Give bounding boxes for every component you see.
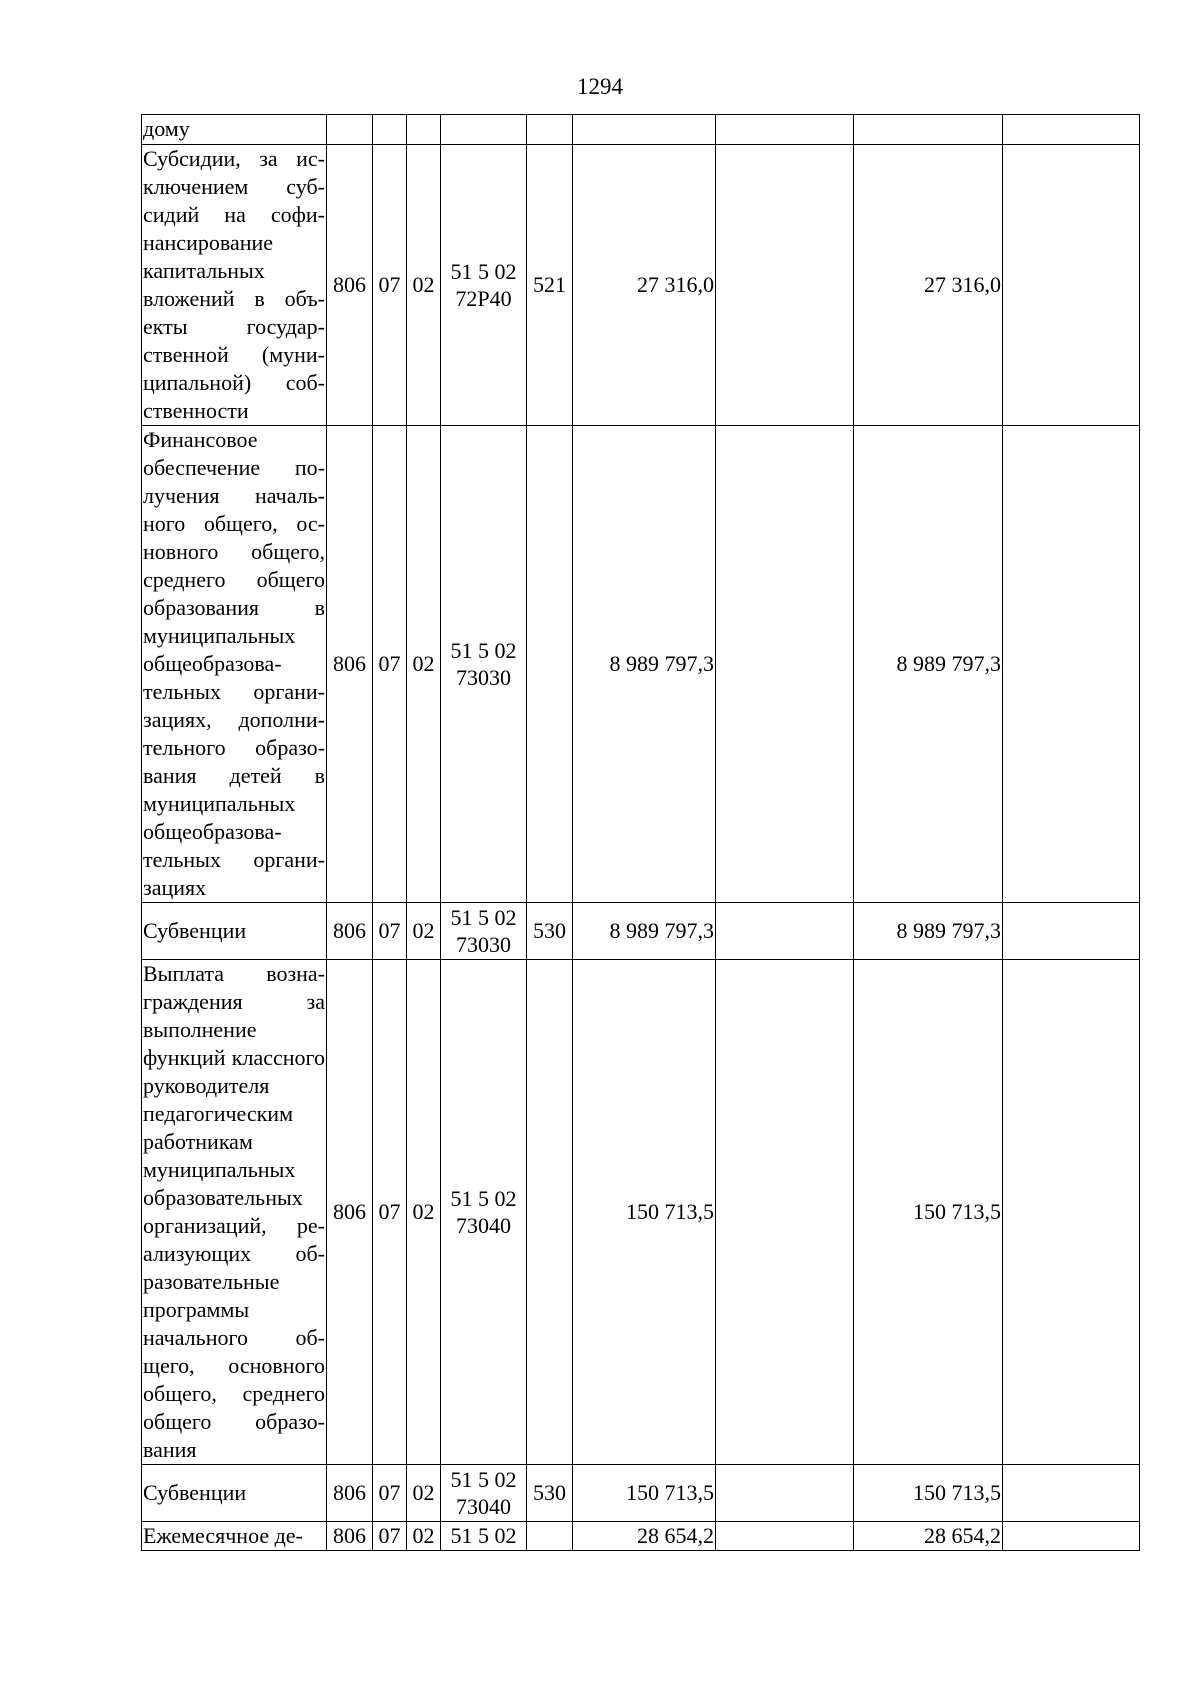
amount: 28 654,2	[573, 1522, 716, 1551]
section-code	[373, 115, 407, 145]
amount-col-3: 27 316,0	[854, 145, 1003, 426]
amount: 8 989 797,3	[573, 903, 716, 960]
amount-col-3: 8 989 797,3	[854, 426, 1003, 903]
amount-col-2	[716, 115, 854, 145]
row-name: Ежемесячное де-	[142, 1522, 327, 1551]
target-article-code: 51 5 02 73030	[441, 426, 527, 903]
row-name: Субвенции	[142, 1465, 327, 1522]
subsection-code: 02	[407, 960, 441, 1465]
page-number: 1294	[577, 74, 623, 99]
target-article-code: 51 5 02 73030	[441, 903, 527, 960]
subsection-code: 02	[407, 426, 441, 903]
row-name: Субвенции	[142, 903, 327, 960]
amount-col-2	[716, 1465, 854, 1522]
amount-col-3: 150 713,5	[854, 960, 1003, 1465]
amount-col-4	[1003, 1522, 1140, 1551]
amount-col-4	[1003, 903, 1140, 960]
amount-col-3	[854, 115, 1003, 145]
amount-col-2	[716, 960, 854, 1465]
row-name: Субсидии, за исключением субсидий на софинансирование капитальных вложений в объекты государственной (муниципальной) собственности	[142, 145, 327, 426]
target-article-code: 51 5 02 72Р40	[441, 145, 527, 426]
amount-col-2	[716, 145, 854, 426]
amount	[573, 115, 716, 145]
expense-kind-code: 521	[527, 145, 573, 426]
row-name: Выплата вознаграждения за выполнение функций классного руководителя педагогическим работникам муниципальных образовательных организаций, реализующих образовательные программы начального общего, основного общего, среднего общего образования	[142, 960, 327, 1465]
amount-col-4	[1003, 145, 1140, 426]
expense-kind-code: 530	[527, 903, 573, 960]
amount-col-4	[1003, 426, 1140, 903]
ministry-code	[327, 115, 373, 145]
ministry-code: 806	[327, 145, 373, 426]
target-article-code: 51 5 02	[441, 1522, 527, 1551]
amount: 150 713,5	[573, 960, 716, 1465]
ministry-code: 806	[327, 1522, 373, 1551]
ministry-code: 806	[327, 903, 373, 960]
section-code: 07	[373, 960, 407, 1465]
section-code: 07	[373, 1465, 407, 1522]
ministry-code: 806	[327, 426, 373, 903]
section-code: 07	[373, 145, 407, 426]
amount-col-4	[1003, 960, 1140, 1465]
amount: 150 713,5	[573, 1465, 716, 1522]
row-name: дому	[142, 115, 327, 145]
amount-col-2	[716, 426, 854, 903]
expense-kind-code	[527, 960, 573, 1465]
table-row	[142, 1465, 1140, 1522]
table-row	[142, 903, 1140, 960]
target-article-code	[441, 115, 527, 145]
target-article-code: 51 5 02 73040	[441, 960, 527, 1465]
row-name: Финансовое обеспечение получения начального общего, основного общего, среднего общего образования в муниципальных общеобразовательных организациях, дополнительного образования детей в муниципальных общеобразовательных организациях	[142, 426, 327, 903]
amount: 27 316,0	[573, 145, 716, 426]
expense-kind-code	[527, 115, 573, 145]
target-article-code: 51 5 02 73040	[441, 1465, 527, 1522]
amount-col-3: 8 989 797,3	[854, 903, 1003, 960]
subsection-code: 02	[407, 1522, 441, 1551]
table-row	[142, 145, 1140, 426]
table-row	[142, 960, 1140, 1465]
table-row	[142, 115, 1140, 145]
table-row	[142, 1522, 1140, 1551]
amount-col-3: 150 713,5	[854, 1465, 1003, 1522]
amount-col-2	[716, 1522, 854, 1551]
amount: 8 989 797,3	[573, 426, 716, 903]
subsection-code: 02	[407, 903, 441, 960]
table-row	[142, 426, 1140, 903]
section-code: 07	[373, 903, 407, 960]
amount-col-4	[1003, 1465, 1140, 1522]
expense-kind-code	[527, 426, 573, 903]
amount-col-3: 28 654,2	[854, 1522, 1003, 1551]
amount-col-2	[716, 903, 854, 960]
ministry-code: 806	[327, 960, 373, 1465]
section-code: 07	[373, 426, 407, 903]
subsection-code: 02	[407, 1465, 441, 1522]
amount-col-4	[1003, 115, 1140, 145]
section-code: 07	[373, 1522, 407, 1551]
expense-kind-code	[527, 1522, 573, 1551]
ministry-code: 806	[327, 1465, 373, 1522]
subsection-code: 02	[407, 145, 441, 426]
subsection-code	[407, 115, 441, 145]
expense-kind-code: 530	[527, 1465, 573, 1522]
budget-table	[141, 114, 1140, 1551]
